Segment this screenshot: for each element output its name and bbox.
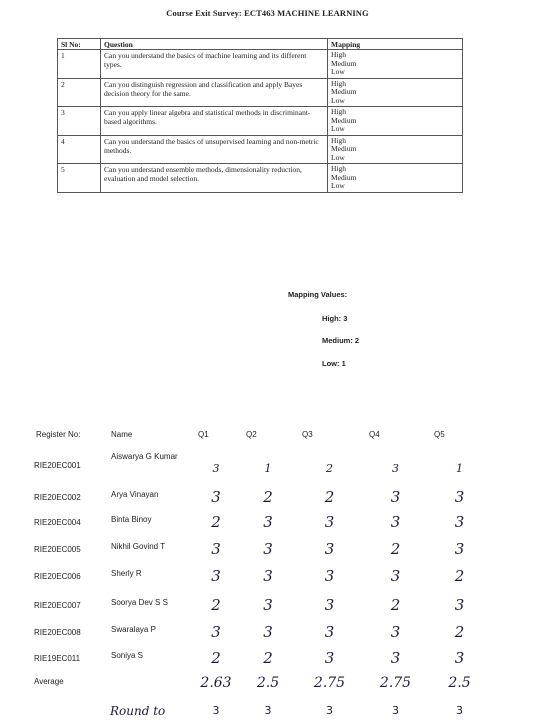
score-q5: 3 — [454, 539, 465, 558]
mapping-level: Low — [331, 95, 345, 105]
mapping-level: High — [331, 78, 346, 88]
score-q2: 3 — [263, 539, 273, 558]
score-q2: 1 — [264, 461, 272, 475]
grid-row-line — [30, 510, 491, 511]
question-sl: 1 — [58, 50, 101, 79]
score-q2: 3 — [263, 595, 273, 614]
score-q1: 2 — [211, 513, 221, 531]
student-name: Soorya Dev S S — [111, 597, 168, 607]
questions-header-row — [58, 39, 463, 50]
mapping-level: Low — [331, 124, 345, 133]
question-sl: 5 — [58, 164, 101, 193]
score-q3: 3 — [324, 649, 335, 667]
grid-row-line — [30, 563, 491, 564]
score-q5: 3 — [454, 649, 465, 667]
question-mapping — [328, 135, 463, 164]
average-q3: 2.75 — [313, 675, 346, 691]
question-row — [58, 107, 463, 136]
score-q1: 2 — [211, 649, 221, 667]
grid-col-line — [30, 426, 31, 696]
register-number: RIE20EC002 — [34, 492, 81, 502]
question-row — [58, 135, 463, 164]
rounded-q3: 3 — [326, 704, 333, 717]
score-q3: 3 — [324, 595, 335, 614]
average-q5: 2.5 — [448, 675, 471, 691]
mapping-level: Medium — [331, 87, 357, 96]
student-name: Swaralaya P — [111, 625, 156, 634]
header-q5: Q5 — [434, 430, 445, 439]
score-q5: 2 — [454, 567, 465, 585]
grid-row-line — [30, 620, 491, 621]
grid-row-line — [30, 646, 491, 647]
header-q2: Q2 — [246, 430, 257, 439]
header-q1: Q1 — [198, 430, 209, 439]
mapping-level: Medium — [331, 144, 357, 153]
mapping-level: High — [331, 107, 346, 116]
score-q3: 2 — [324, 487, 335, 506]
grid-row-line — [30, 591, 491, 592]
mapping-level: Medium — [331, 172, 357, 182]
question-mapping — [328, 107, 463, 136]
mapping-level: Low — [331, 67, 345, 76]
mapping-level: Medium — [331, 58, 357, 68]
score-q1: 3 — [211, 567, 221, 585]
grid-row-line — [30, 446, 491, 447]
question-sl: 3 — [58, 107, 101, 136]
header-reg: Register No: — [36, 430, 81, 439]
score-q3: 3 — [324, 513, 335, 531]
student-name: Arya Vinayan — [111, 489, 159, 499]
header-mapping: Mapping — [328, 39, 463, 50]
score-q5: 2 — [454, 623, 465, 641]
question-text: Can you apply linear algebra and statistical methods in discriminant-based algorithms. — [101, 107, 328, 136]
score-q2: 3 — [263, 513, 273, 531]
mapping-low: Low: 1 — [322, 359, 346, 368]
register-number: RIE20EC007 — [34, 600, 81, 610]
header-q3: Q3 — [302, 430, 313, 439]
question-text: Can you understand the basics of machine learning and its different types. — [101, 50, 328, 79]
grid-row-line — [30, 485, 491, 486]
question-row — [58, 50, 463, 79]
score-q1: 3 — [211, 539, 221, 558]
register-number: RIE19EC011 — [34, 654, 81, 663]
average-label: Average — [34, 677, 64, 686]
score-q3: 3 — [324, 567, 335, 585]
question-mapping — [328, 78, 463, 107]
header-q4: Q4 — [369, 430, 380, 439]
question-sl: 2 — [58, 78, 101, 107]
mapping-medium: Medium: 2 — [322, 336, 360, 345]
student-name: Sherly R — [111, 569, 142, 578]
student-name: Binta Binoy — [111, 515, 152, 524]
student-name: Aiswarya G Kumar — [111, 452, 178, 461]
rounded-q5: 3 — [456, 704, 463, 717]
grid-row-line — [30, 696, 491, 697]
student-name: Soniya S — [111, 651, 144, 660]
grid-row-line — [30, 426, 491, 427]
rounded-q1: 3 — [212, 704, 220, 717]
score-q3: 3 — [324, 539, 335, 558]
header-sl: Sl No: — [58, 39, 101, 50]
score-q4: 2 — [390, 595, 401, 614]
grid-row-line — [30, 672, 491, 673]
average-q2: 2.5 — [256, 675, 280, 691]
score-q2: 2 — [263, 487, 273, 506]
score-q2: 2 — [263, 649, 273, 667]
grid-row-line — [30, 536, 491, 537]
score-q5: 1 — [456, 461, 463, 475]
register-number: RIE20EC006 — [34, 572, 81, 581]
mapping-level: High — [331, 135, 346, 145]
grid-col-line — [105, 426, 106, 696]
score-q5: 3 — [454, 595, 465, 614]
mapping-level: Medium — [331, 115, 357, 125]
question-row — [58, 78, 463, 107]
score-q2: 3 — [263, 623, 273, 641]
rounded-q4: 3 — [392, 704, 399, 717]
mapping-level: High — [331, 50, 346, 59]
rounded-q2: 3 — [264, 704, 272, 717]
average-q4: 2.75 — [379, 675, 412, 691]
register-number: RIE20EC004 — [34, 518, 81, 527]
register-number: RIE20EC005 — [34, 544, 81, 554]
mapping-level: Low — [331, 152, 345, 162]
question-sl: 4 — [58, 135, 101, 164]
average-q1: 2.63 — [200, 675, 232, 691]
score-q4: 3 — [390, 623, 401, 641]
mapping-values-title: Mapping Values: — [288, 290, 348, 299]
score-q5: 3 — [454, 513, 465, 531]
round-to-label: Round to — [110, 704, 166, 718]
header-question: Question — [101, 39, 328, 50]
score-q4: 3 — [390, 567, 401, 585]
score-q3: 2 — [326, 461, 333, 475]
register-number: RIE20EC008 — [34, 628, 81, 637]
question-row — [58, 164, 463, 193]
mapping-level: Low — [331, 181, 345, 190]
score-q5: 3 — [454, 487, 465, 506]
score-q4: 3 — [390, 487, 401, 506]
register-number: RIE20EC001 — [34, 460, 81, 470]
score-q4: 3 — [392, 461, 399, 475]
page-title: Course Exit Survey: ECT463 MACHINE LEARNING — [166, 8, 369, 18]
question-mapping — [328, 164, 463, 193]
score-q4: 3 — [390, 513, 401, 531]
score-q4: 2 — [390, 539, 401, 558]
grid-col-line — [491, 426, 492, 696]
question-mapping — [328, 50, 463, 79]
score-q2: 3 — [263, 567, 273, 585]
score-q1: 3 — [211, 487, 221, 506]
score-q3: 3 — [324, 623, 335, 641]
question-text: Can you understand ensemble methods, dimensionality reduction, evaluation and model selection. — [101, 164, 328, 193]
score-q1: 3 — [211, 623, 221, 641]
header-name: Name — [111, 430, 133, 439]
question-text: Can you understand the basics of unsupervised learning and non-metric methods. — [101, 135, 328, 164]
questions-table — [57, 38, 463, 193]
score-q1: 2 — [211, 595, 221, 614]
question-text: Can you distinguish regression and classification and apply Bayes decision theory for the same. — [101, 78, 328, 107]
mapping-level: High — [331, 164, 346, 173]
mapping-high: High: 3 — [322, 314, 348, 323]
score-q1: 3 — [212, 461, 220, 475]
score-q4: 3 — [390, 649, 401, 667]
student-name: Nikhil Govind T — [111, 541, 166, 551]
